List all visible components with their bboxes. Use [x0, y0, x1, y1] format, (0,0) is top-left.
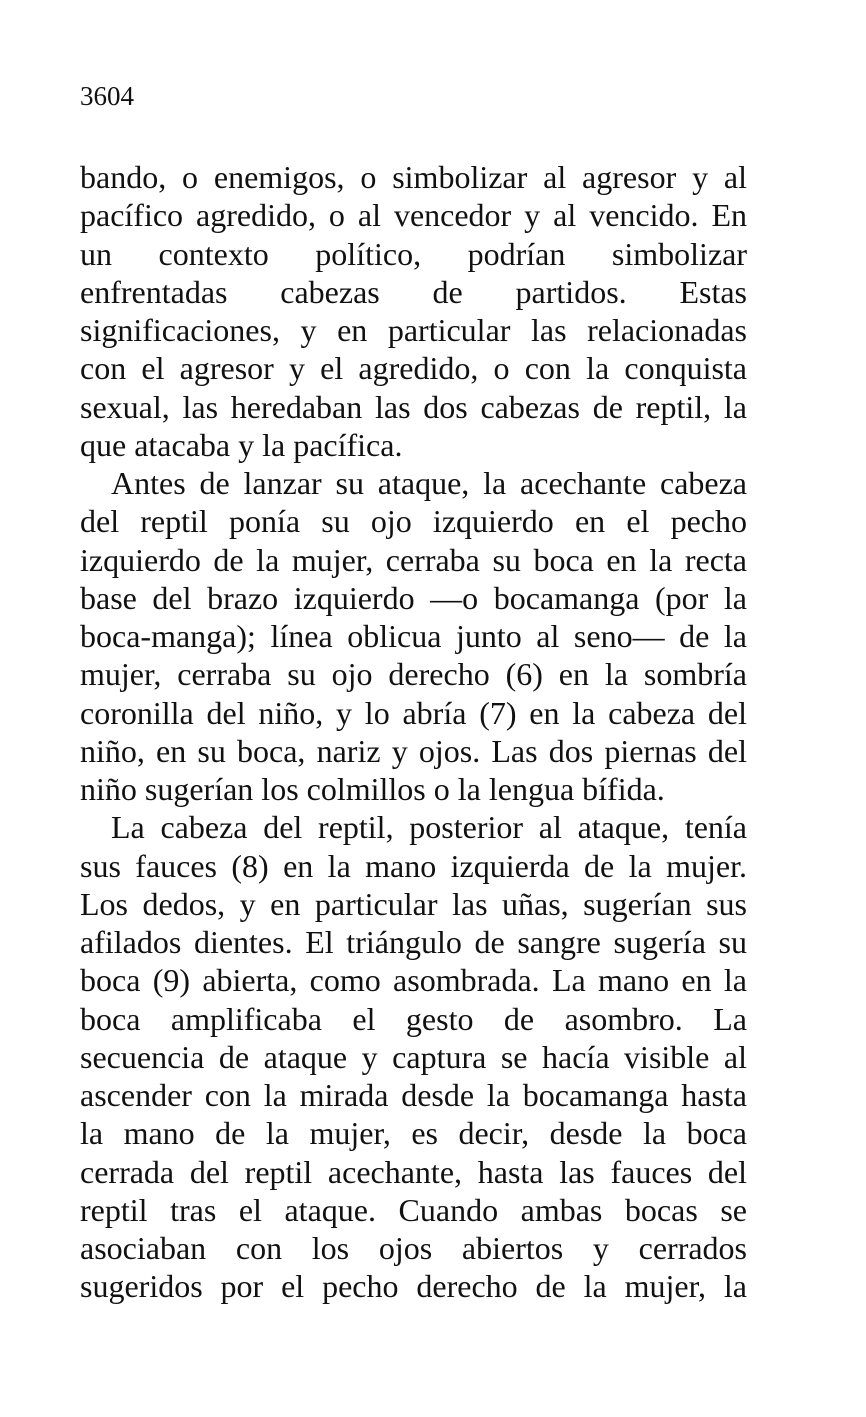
text-line: mujer, cerraba su ojo derecho (6) en la sombría: [80, 656, 747, 693]
text-line: secuencia de ataque y captura se hacía visible al: [80, 1038, 747, 1075]
text-line: sexual, las heredaban las dos cabezas de reptil, la: [80, 388, 747, 425]
text-line: sugeridos por el pecho derecho de la mujer, la: [80, 1268, 747, 1305]
text-line: Los dedos, y en particular las uñas, sugerían sus: [80, 885, 747, 922]
text-line: cerrada del reptil acechante, hasta las fauces del: [80, 1153, 747, 1190]
text-line: un contexto político, podrían simbolizar: [80, 235, 747, 272]
text-line: reptil tras el ataque. Cuando ambas bocas se: [80, 1191, 747, 1228]
text-line: Antes de lanzar su ataque, la acechante cabeza: [111, 465, 747, 501]
text-line: pacífico agredido, o al vencedor y al vencido. En: [80, 197, 747, 234]
text-line: boca amplificaba el gesto de asombro. La: [80, 1000, 747, 1037]
text-line: que atacaba y la pacífica.: [80, 426, 403, 463]
text-line: coronilla del niño, y lo abría (7) en la cabeza del: [80, 694, 747, 731]
text-line: boca (9) abierta, como asombrada. La mano en la: [80, 962, 747, 999]
text-line: la mano de la mujer, es decir, desde la boca: [80, 1115, 747, 1152]
text-line: base del brazo izquierdo —o bocamanga (por la: [80, 579, 747, 616]
paragraph: [80, 464, 747, 808]
text-line: del reptil ponía su ojo izquierdo en el pecho: [80, 503, 747, 540]
paragraph: [80, 158, 747, 464]
text-line: ascender con la mirada desde la bocamanga hasta: [80, 1077, 747, 1113]
text-line: sus fauces (8) en la mano izquierda de la mujer.: [80, 847, 747, 884]
text-line: boca-manga); línea oblicua junto al seno— de la: [80, 618, 747, 654]
text-line: afilados dientes. El triángulo de sangre sugería su: [80, 924, 747, 960]
text-line: bando, o enemigos, o simbolizar al agresor y al: [80, 159, 747, 195]
text-line: niño, en su boca, nariz y ojos. Las dos piernas del: [80, 732, 747, 769]
page-number: 3604: [80, 81, 134, 111]
text-line: niño sugerían los colmillos o la lengua bífida.: [80, 771, 665, 807]
paragraph: [80, 808, 747, 1305]
body-text: [80, 158, 747, 1306]
text-line: La cabeza del reptil, posterior al ataque, tenía: [111, 809, 747, 846]
text-line: asociaban con los ojos abiertos y cerrados: [80, 1230, 747, 1266]
text-line: izquierdo de la mujer, cerraba su boca en la recta: [80, 541, 747, 578]
text-line: enfrentadas cabezas de partidos. Estas: [80, 273, 747, 310]
text-line: con el agresor y el agredido, o con la conquista: [80, 350, 747, 387]
text-line: significaciones, y en particular las relacionadas: [80, 312, 747, 348]
